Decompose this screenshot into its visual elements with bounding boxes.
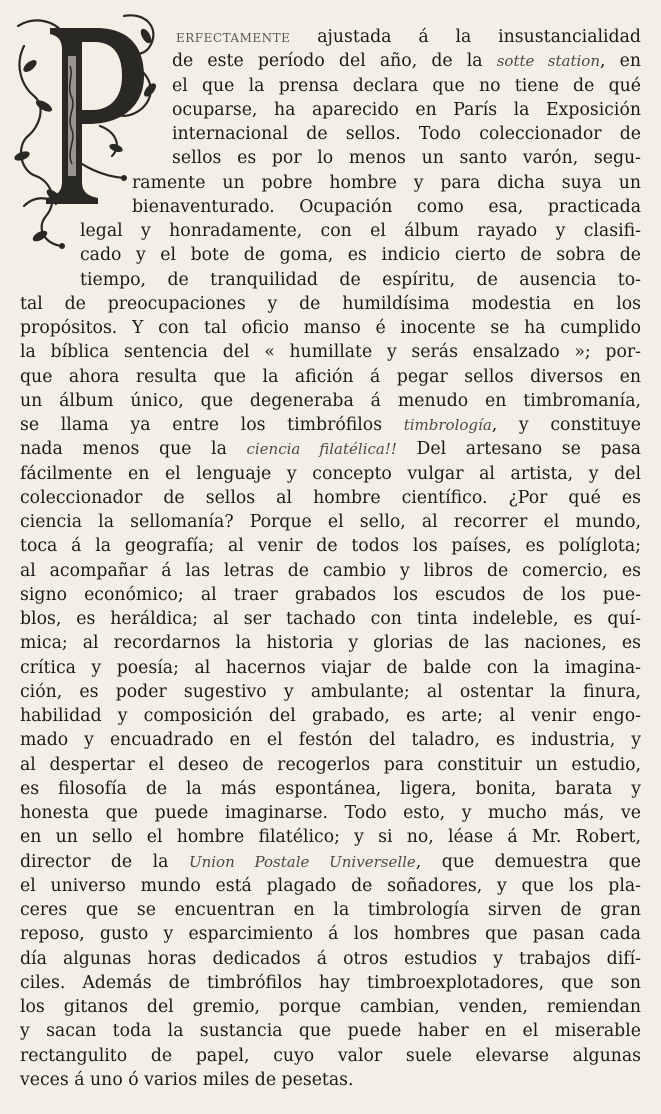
- text-line: [20, 657, 641, 679]
- text-run: , y constituye: [491, 415, 641, 435]
- italic-phrase: Union Postale Universelle: [188, 852, 416, 871]
- text-line: [132, 196, 641, 218]
- text-run: ramente un pobre hombre y para dicha suya un: [132, 172, 641, 193]
- text-line: [20, 487, 641, 509]
- text-line: [20, 754, 641, 776]
- text-run: en un sello el hombre filatélico; y si no, léase á Mr. Robert,: [20, 827, 641, 848]
- text-line: [20, 414, 641, 436]
- text-line: [20, 948, 641, 970]
- text-run: blos, es heráldica; al ser tachado con tinta indeleble, es quí-: [20, 609, 641, 629]
- text-line: [20, 778, 641, 800]
- text-run: mado y encuadrado en el festón del taladro, es industria, y: [20, 730, 641, 751]
- text-line: [20, 802, 641, 824]
- italic-phrase: ciencia filatélica!!: [246, 440, 397, 459]
- text-line: [172, 147, 641, 169]
- text-run: es filosofía de la más espontánea, ligera, bonita, barata y: [20, 778, 641, 799]
- text-line: [20, 584, 641, 606]
- text-line: [172, 50, 641, 72]
- text-run: el que la prensa declara que no tiene de qué: [172, 75, 641, 96]
- text-line: [176, 26, 641, 48]
- text-line: [20, 560, 641, 582]
- text-run: legal y honradamente, con el álbum rayado y clasifi-: [80, 221, 641, 241]
- text-line: [132, 172, 641, 194]
- text-line: [20, 996, 641, 1018]
- text-line: [172, 123, 641, 145]
- text-run: habilidad y composición del grabado, es arte; al venir engo-: [20, 706, 641, 726]
- text-run: director de la: [20, 851, 189, 872]
- text-line: [20, 923, 641, 945]
- text-line: [20, 390, 641, 412]
- text-run: bienaventurado. Ocupación como esa, practicada: [132, 196, 641, 217]
- text-run: la bíblica sentencia del « humillate y serás ensalzado »; por-: [20, 342, 641, 363]
- text-run: , que demuestra que: [415, 851, 641, 872]
- text-line: [172, 75, 641, 97]
- text-run: reposo, gusto y esparcimiento á los hombres que pasan cada: [20, 924, 641, 945]
- text-line: [20, 632, 641, 654]
- text-line: [20, 875, 641, 897]
- text-run: signo económico; al traer grabados los escudos de los pue-: [20, 584, 641, 605]
- text-run: , en: [600, 51, 641, 72]
- text-line: [20, 705, 641, 727]
- text-run: crítica y poesía; al hacernos viajar de balde con la imagina-: [20, 657, 641, 678]
- text-line: [20, 972, 641, 994]
- text-line: [20, 608, 641, 630]
- text-line: [172, 99, 641, 121]
- text-line: [20, 511, 641, 533]
- text-line: [20, 899, 641, 921]
- text-run: propósitos. Y con tal oficio manso é inocente se ha cumplido: [20, 318, 641, 338]
- text-run: ceres que se encuentran en la timbrología sirven de gran: [20, 900, 641, 920]
- text-run: coleccionador de sellos al hombre científico. ¿Por qué es: [20, 487, 641, 508]
- text-line: [20, 1069, 354, 1091]
- text-run: rectangulito de papel, cuyo valor suele elevarse algunas: [20, 1045, 641, 1066]
- text-line: [20, 293, 641, 315]
- text-run: y sacan toda la sustancia que puede haber en el miserable: [20, 1021, 641, 1042]
- text-run: día algunas horas dedicados á otros estudios y trabajos difí-: [20, 948, 641, 969]
- text-line: [20, 366, 641, 388]
- text-run: ción, es poder sugestivo y ambulante; al ostentar la finura,: [20, 681, 641, 702]
- text-line: [20, 1045, 641, 1067]
- text-line: [20, 341, 641, 363]
- text-line: [20, 826, 641, 848]
- text-run: sellos es por lo menos un santo varón, segu-: [172, 148, 641, 169]
- text-run: cado y el bote de goma, es indicio cierto de sobra de: [80, 245, 641, 266]
- italic-phrase: sotte station: [496, 52, 600, 71]
- text-run: al despertar el deseo de recogerlos para constituir un estudio,: [20, 754, 641, 775]
- text-run: un álbum único, que degeneraba á menudo en timbromanía,: [20, 390, 641, 411]
- text-run: nada menos que la: [20, 439, 247, 460]
- text-line: [20, 463, 641, 485]
- text-run: fácilmente en el lenguaje y concepto vulgar al artista, y del: [20, 463, 641, 484]
- text-line: [80, 244, 641, 266]
- text-run: ajustada á la insustancialidad: [290, 27, 641, 47]
- small-caps-opening: ERFECTAMENTE: [176, 31, 291, 45]
- text-line: [20, 681, 641, 703]
- text-run: tal de preocupaciones y de humildísima modestia en los: [20, 293, 641, 314]
- text-line: [20, 851, 641, 873]
- text-run: los gitanos del gremio, porque cambian, venden, remiendan: [20, 997, 641, 1017]
- text-run: que ahora resulta que la afición á pegar sellos diversos en: [20, 366, 641, 387]
- text-run: mica; al recordarnos la historia y glorias de las naciones, es: [20, 633, 641, 654]
- text-line: [20, 438, 641, 460]
- text-line: [20, 317, 641, 339]
- text-run: veces á uno ó varios miles de pesetas.: [20, 1069, 354, 1090]
- text-run: tiempo, de tranquilidad de espíritu, de ausencia to-: [80, 269, 641, 290]
- text-line: [20, 535, 641, 557]
- text-run: Del artesano se pasa: [396, 439, 641, 460]
- text-line: [80, 220, 641, 242]
- text-run: el universo mundo está plagado de soñadores, y que los pla-: [20, 875, 641, 896]
- text-run: internacional de sellos. Todo coleccionador de: [172, 124, 641, 144]
- text-line: [20, 729, 641, 751]
- text-run: ciles. Además de timbrófilos hay timbroexplotadores, que son: [20, 972, 641, 993]
- text-line: [20, 1020, 641, 1042]
- text-run: se llama ya entre los timbrófilos: [20, 415, 404, 435]
- text-run: honesta que puede imaginarse. Todo esto, y mucho más, ve: [20, 803, 641, 823]
- text-run: ciencia la sellomanía? Porque el sello, al recorrer el mundo,: [20, 512, 641, 532]
- text-run: de este período del año, de la: [172, 51, 497, 72]
- text-line: [80, 269, 641, 291]
- text-run: toca á la geografía; al venir de todos los países, es políglota;: [20, 536, 641, 557]
- italic-phrase: timbrología: [403, 416, 492, 434]
- text-run: al acompañar á las letras de cambio y libros de comercio, es: [20, 560, 641, 581]
- text-run: ocuparse, ha aparecido en París la Exposición: [172, 99, 641, 120]
